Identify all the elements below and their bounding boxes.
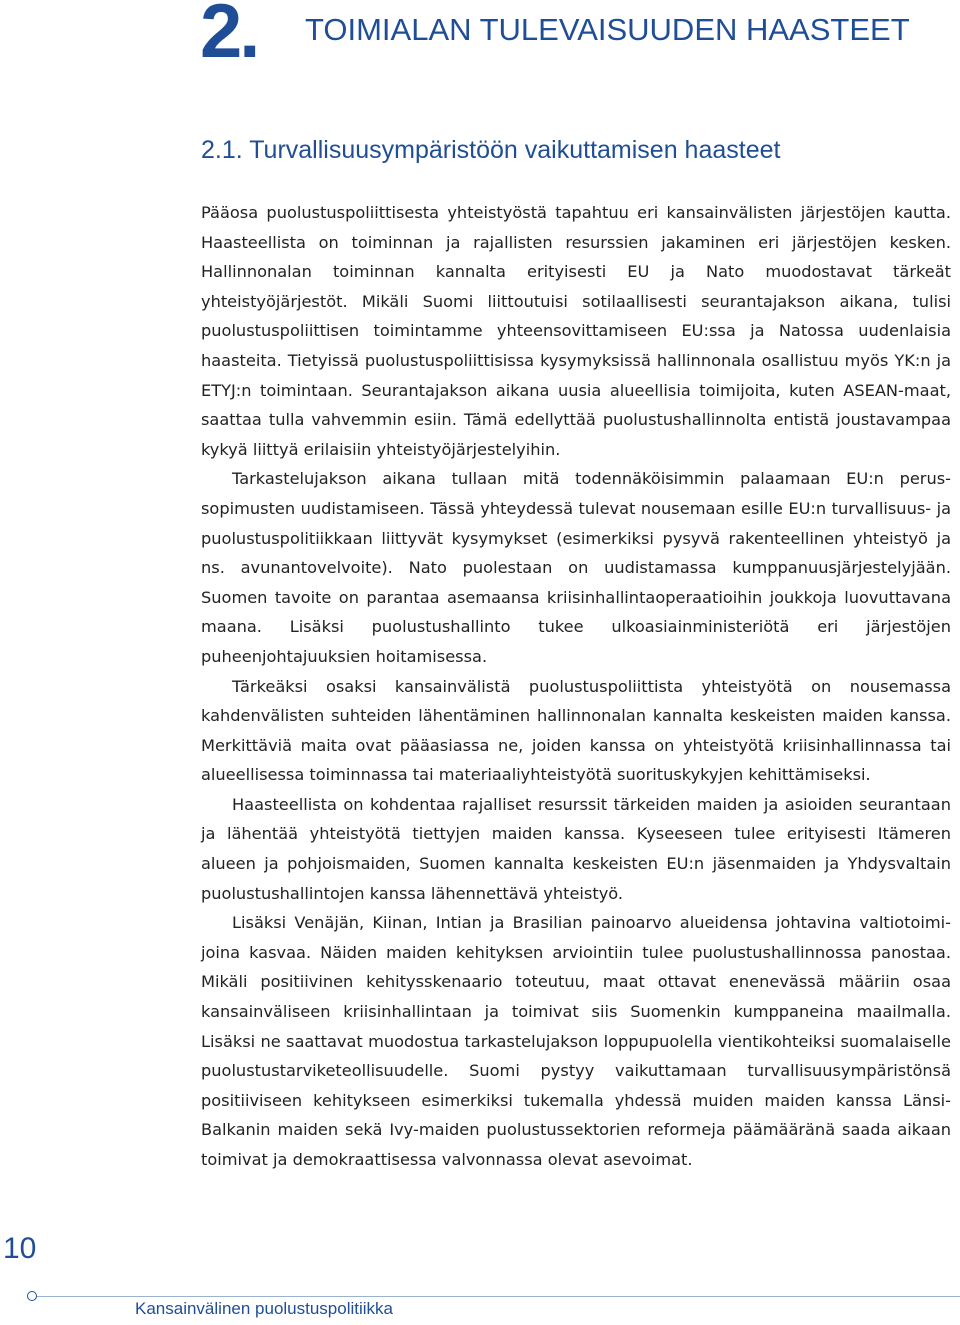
section-title: 2.1. Turvallisuusympäristöön vaikuttamisen haasteet bbox=[201, 136, 781, 164]
chapter-number: 2. bbox=[200, 0, 258, 74]
body-text bbox=[201, 198, 951, 1175]
footer-bullet-icon bbox=[27, 1291, 37, 1301]
page-number: 10 bbox=[3, 1232, 37, 1265]
paragraph-resources: Haasteellista on kohdentaa rajalliset resurssit tärkeiden maiden ja asioiden seurantaan ja lähentää yhteistyötä tiettyjen maiden kanssa. Kyseeseen tulee erityisesti Itämeren alueen ja pohjoismaiden, Suomen kannalta keskeisten EU:n jäsenmaiden ja Yhdysvaltain puolustushallintojen kanssa lähennettävä yhteistyö. bbox=[201, 794, 951, 903]
chapter-title: TOIMIALAN TULEVAISUUDEN HAASTEET bbox=[305, 12, 910, 47]
paragraph-intro: Pääosa puolustuspoliittisesta yhteistyöstä tapahtuu eri kansainvälisten järjestöjen kautta. Haasteellista on toiminnan ja rajallisten resurssien jakaminen eri järjestöjen kesken. Hallinnonalan toiminnan kannalta erityisesti EU ja Nato muodostavat tärkeät yhteistyöjärjestöt. Mikäli Suomi liittoutuisi sotilaallisesti seurantajakson aikana, tulisi puolustuspoliittisen toimintamme yhteensovittamiseen EU:ssa ja Natossa uudenlaisia haasteita. Tietyissä puolustuspoliittisissa kysymyksissä hallinnonala osallistuu myös YK:n ja ETYJ:n toimintaan. Seurantajakson aikana uusia alueellisia toimijoita, kuten ASEAN-maat, saattaa tulla vahvemmin esiin. Tämä edellyttää puolustushallinnolta entistä joustavampaa kykyä liittyä erilaisiin yhteistyöjärjestelyihin. bbox=[201, 203, 951, 459]
paragraph-bilateral: Tärkeäksi osaksi kansainvälistä puolustuspoliittista yhteistyötä on nousemassa kahdenvälisten suhteiden lähentäminen hallinnonalan kannalta keskeisten maiden kanssa. Merkittäviä maita ovat pääasiassa ne, joiden kanssa on yhteistyötä kriisinhallinnassa tai alueellisessa toiminnassa tai materiaaliyhteistyötä suorituskykyjen kehittämiseksi. bbox=[201, 676, 951, 785]
paragraph-emerging-powers: Lisäksi Venäjän, Kiinan, Intian ja Brasilian painoarvo alueidensa johtavina valtiotoimijoina kasvaa. Näiden maiden kehityksen arviointiin tulee puolustushallinnossa panostaa. Mikäli positiivinen kehitysskenaario toteutuu, maat ottavat enenevässä määriin osaa kansainväliseen kriisinhallintaan ja toimivat siis Suomenkin kumppaneina maailmalla. Lisäksi ne saattavat muodostua tarkastelujakson loppupuolella vientikohteiksi suomalaiselle puolustustarviketeollisuudelle. Suomi pystyy vaikuttamaan turvallisuusympäristönsä positiiviseen kehitykseen esimerkiksi tukemalla yhdessä muiden maiden kanssa Länsi-Balkanin maiden sekä Ivy-maiden puolustussektorien reformeja päämääränä saada aikaan toimivat ja demokraattisessa valvonnassa olevat asevoimat. bbox=[201, 913, 951, 1169]
paragraph-eu-treaty: Tarkastelujakson aikana tullaan mitä todennäköisimmin palaamaan EU:n perussopimusten uudistamiseen. Tässä yhteydessä tulevat nousemaan esille EU:n turvallisuus- ja puolustuspolitiikkaan liittyvät kysymykset (esimerkiksi pysyvä rakenteellinen yhteistyö ja ns. avunantovelvoite). Nato puolestaan on uudistamassa kumppanuusjärjestelyjään. Suomen tavoite on parantaa asemaansa kriisinhallintaoperaatioihin joukkoja luovuttavana maana. Lisäksi puolustushallinto tukee ulkoasiainministeriötä eri järjestöjen puheenjohtajuuksien hoitamisessa. bbox=[201, 469, 951, 666]
footer-divider bbox=[34, 1296, 960, 1297]
footer-publication-title: Kansainvälinen puolustuspolitiikka bbox=[135, 1299, 393, 1318]
